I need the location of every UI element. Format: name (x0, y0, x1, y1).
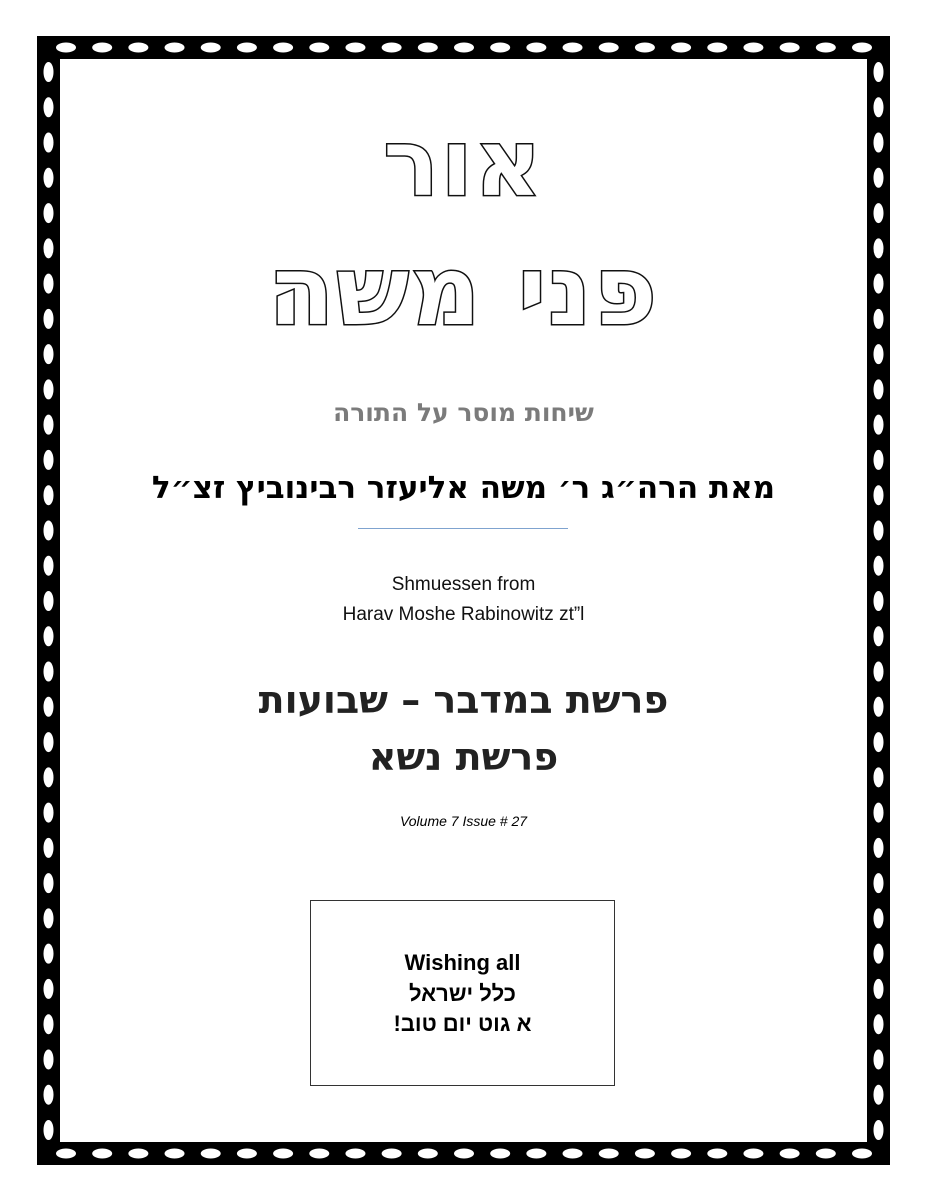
border-dot (44, 415, 54, 435)
border-dot (874, 203, 884, 223)
border-dot (563, 1149, 583, 1159)
border-dot (874, 520, 884, 540)
border-dot (92, 1149, 112, 1159)
parsha-title-line-2: פרשת נשא (368, 735, 559, 779)
border-dot (44, 97, 54, 117)
border-dot (874, 274, 884, 294)
border-dot (874, 1085, 884, 1105)
border-dot (201, 1149, 221, 1159)
subtitle-hebrew: שיחות מוסר על התורה (333, 398, 594, 427)
border-dot (44, 556, 54, 576)
border-dot (309, 1149, 329, 1159)
border-dot (874, 379, 884, 399)
volume-issue: Volume 7 Issue # 27 (399, 813, 528, 829)
border-dot (44, 203, 54, 223)
border-dot (874, 238, 884, 258)
border-dot (44, 62, 54, 82)
border-dot (635, 1149, 655, 1159)
border-dot (237, 1149, 257, 1159)
border-dot (128, 43, 148, 53)
border-dot (874, 908, 884, 928)
border-dot (418, 43, 438, 53)
border-dot (490, 43, 510, 53)
border-dot (874, 344, 884, 364)
border-dot (165, 1149, 185, 1159)
border-dot (874, 485, 884, 505)
border-dot (454, 43, 474, 53)
border-dot (44, 520, 54, 540)
border-dot (526, 43, 546, 53)
border-dot (44, 1014, 54, 1034)
border-dot (44, 1085, 54, 1105)
border-dot (201, 43, 221, 53)
border-dot (44, 803, 54, 823)
border-dot (874, 662, 884, 682)
border-dot (382, 1149, 402, 1159)
border-dot (874, 626, 884, 646)
border-dot (44, 732, 54, 752)
border-dot (874, 803, 884, 823)
border-dot (852, 43, 872, 53)
border-dot (874, 556, 884, 576)
border-dot (874, 697, 884, 717)
greeting-line-3: א גוט יום טוב! (393, 1011, 532, 1036)
title-line-2: פני משה (268, 235, 659, 347)
border-dot (44, 979, 54, 999)
border-dot (44, 309, 54, 329)
border-dot (44, 908, 54, 928)
border-dot (780, 43, 800, 53)
border-dot (743, 1149, 763, 1159)
border-dot (44, 1049, 54, 1069)
border-dot (874, 97, 884, 117)
border-dot (44, 274, 54, 294)
border-dot (44, 662, 54, 682)
border-dot (56, 43, 76, 53)
border-dot (44, 944, 54, 964)
border-dot (874, 944, 884, 964)
border-dot (526, 1149, 546, 1159)
greeting-box (310, 900, 615, 1086)
border-dot (743, 43, 763, 53)
border-dot (874, 979, 884, 999)
border-dot (852, 1149, 872, 1159)
title-line-1: אור (383, 110, 544, 217)
border-dot (44, 379, 54, 399)
border-dot (165, 43, 185, 53)
border-dot (816, 43, 836, 53)
border-dot (874, 732, 884, 752)
border-dot (345, 1149, 365, 1159)
border-dot (490, 1149, 510, 1159)
border-dot (273, 1149, 293, 1159)
border-dot (44, 1120, 54, 1140)
border-dot (874, 767, 884, 787)
border-dot (44, 767, 54, 787)
border-dot (874, 1120, 884, 1140)
border-dot (92, 43, 112, 53)
english-subtitle-line-2: Harav Moshe Rabinowitz zt”l (342, 604, 585, 625)
border-dot (874, 309, 884, 329)
border-dot (599, 1149, 619, 1159)
border-dot (874, 838, 884, 858)
border-dot (44, 485, 54, 505)
author-hebrew: מאת הרה״ג ר׳ משה אליעזר רבינוביץ זצ״ל (151, 470, 776, 506)
border-dot (44, 873, 54, 893)
greeting-line-1: Wishing all (404, 950, 521, 975)
border-dot (874, 1049, 884, 1069)
border-dot (44, 626, 54, 646)
english-subtitle-line-1: Shmuessen from (391, 574, 536, 595)
border-dot (44, 591, 54, 611)
border-dot (563, 43, 583, 53)
border-dot (128, 1149, 148, 1159)
border-dot (382, 43, 402, 53)
border-dot (345, 43, 365, 53)
border-dot (44, 697, 54, 717)
divider-line (358, 528, 568, 529)
border-dot (309, 43, 329, 53)
border-dot (237, 43, 257, 53)
border-dot (671, 43, 691, 53)
border-dot (874, 450, 884, 470)
border-dot (874, 62, 884, 82)
border-dot (44, 133, 54, 153)
border-dot (599, 43, 619, 53)
border-dot (707, 1149, 727, 1159)
border-dot (874, 415, 884, 435)
border-dot (44, 168, 54, 188)
border-dot (418, 1149, 438, 1159)
border-dot (874, 133, 884, 153)
border-dot (707, 43, 727, 53)
border-dot (874, 591, 884, 611)
border-dot (874, 1014, 884, 1034)
border-dot (56, 1149, 76, 1159)
border-dot (816, 1149, 836, 1159)
greeting-line-2: כלל ישראל (409, 981, 516, 1006)
border-dot (635, 43, 655, 53)
border-dot (44, 838, 54, 858)
border-dot (454, 1149, 474, 1159)
border-dot (874, 168, 884, 188)
border-dot (44, 344, 54, 364)
border-dot (273, 43, 293, 53)
border-dot (874, 873, 884, 893)
border-dot (44, 450, 54, 470)
border-dot (44, 238, 54, 258)
border-dot (780, 1149, 800, 1159)
parsha-title-line-1: פרשת במדבר – שבועות (258, 678, 669, 722)
border-dot (671, 1149, 691, 1159)
